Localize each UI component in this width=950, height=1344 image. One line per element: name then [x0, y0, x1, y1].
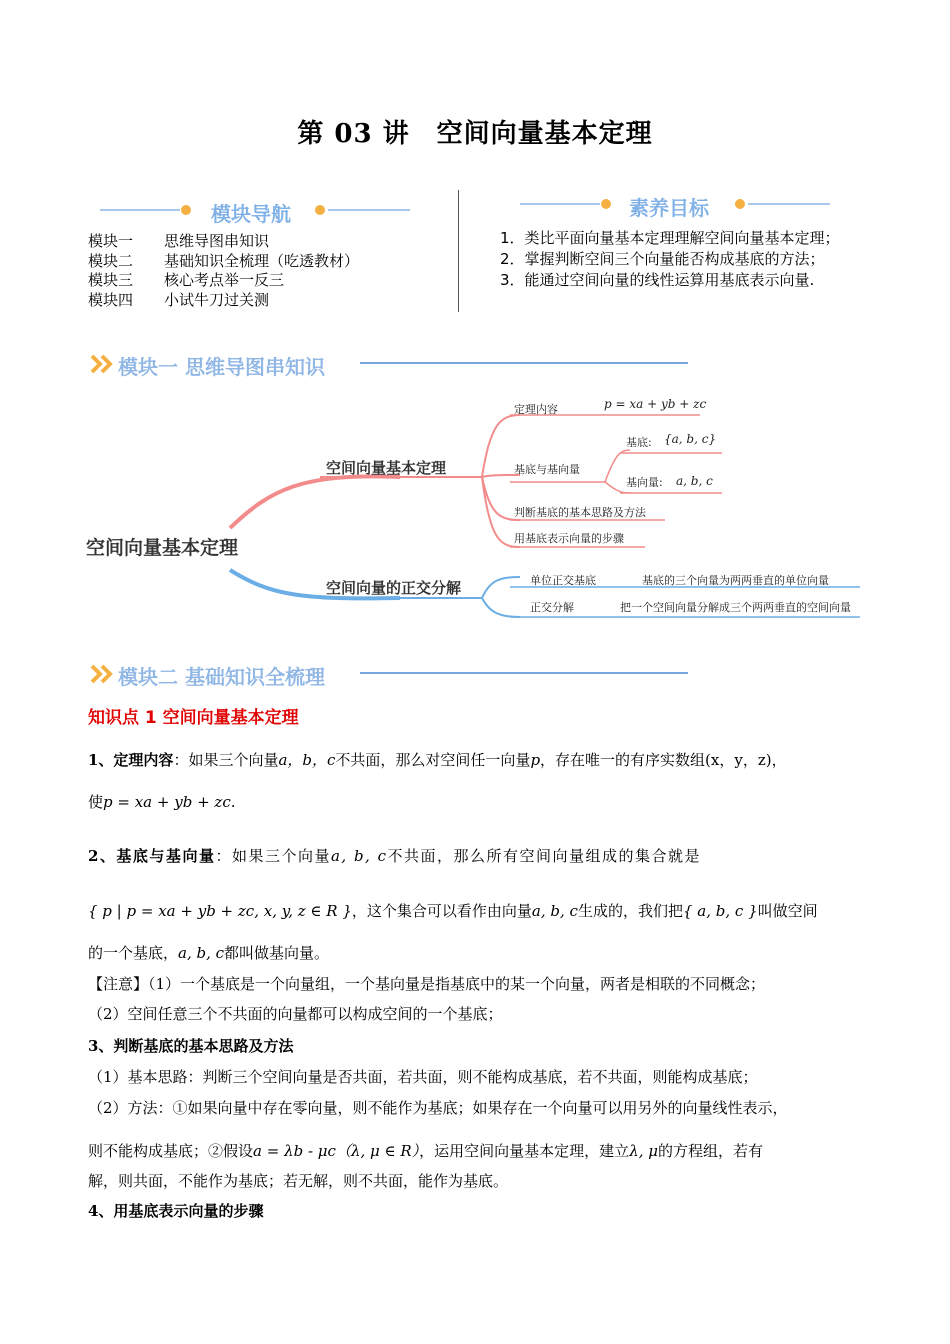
paragraph-theorem: 1、定理内容：如果三个向量a，b，c不共面，那么对空间任一向量p，存在唯一的有序实数组(x，y，z)，: [88, 751, 787, 769]
note-line: （2）空间任意三个不共面的向量都可以构成空间的一个基底；: [88, 1005, 503, 1023]
mindmap-leaf-desc: 基底的三个向量为两两垂直的单位向量: [642, 574, 829, 587]
nav-item: 模块三 核心考点举一反三: [88, 271, 285, 289]
mindmap-leaf: 单位正交基底: [530, 574, 596, 587]
nav-item: 模块二 基础知识全梳理（吃透教材）: [88, 251, 360, 270]
formula: （λ, μ ∈ R）: [335, 1142, 420, 1160]
formula: { p | p = xa + yb + zc, x, y, z ∈ R }: [88, 902, 352, 920]
paragraph-basis: 2、基底与基向量：如果三个向量a, b, c不共面，那么所有空间向量组成的集合就是: [88, 847, 702, 865]
vector-text: a, b, c: [531, 902, 578, 920]
mindmap-leaf: 正交分解: [530, 601, 574, 614]
module-nav-list: [88, 232, 359, 310]
note-line: 【注意】（1）一个基底是一个向量组，一个基向量是指基底中的某一个向量，两者是相联的不同概念；: [88, 975, 766, 993]
header-divider: [458, 190, 459, 312]
mindmap-leaf-desc: 把一个空间向量分解成三个两两垂直的空间向量: [620, 601, 851, 614]
formula: a = λb - μc: [253, 1142, 336, 1160]
goal-item: 1．类比平面向量基本定理理解空间向量基本定理；: [500, 229, 840, 247]
nav-item: 模块一 思维导图串知识: [88, 232, 270, 250]
mindmap-leaf: 判断基底的基本思路及方法: [514, 506, 646, 519]
mindmap-branch-theorem: 空间向量基本定理: [326, 459, 447, 477]
knowledge-point-title: 知识点 1 空间向量基本定理: [88, 708, 299, 728]
section-heading: 3、判断基底的基本思路及方法: [88, 1037, 294, 1055]
paragraph-basis-cont: { p | p = xa + yb + zc, x, y, z ∈ R }，这个集合可以看作由向量a, b, c生成的，我们把{ a, b, c }叫做空间: [88, 902, 818, 920]
module1-rule: [360, 362, 688, 364]
vector-text: a，b，c: [278, 751, 336, 769]
goal-item: 2．掌握判断空间三个向量能否构成基底的方法；: [500, 250, 825, 268]
formula: p = xa + yb + zc: [103, 793, 231, 811]
module1-header: 模块一 思维导图串知识: [118, 355, 325, 379]
vector-text: a, b, c: [330, 847, 388, 865]
paragraph-line: 解，则共面，不能作为基底；若无解，则不共面，能作为基底。: [88, 1172, 509, 1190]
goals-header: 素养目标: [629, 196, 709, 220]
paragraph-line: （2）方法：①如果向量中存在零向量，则不能作为基底；如果存在一个向量可以用另外的向量线性表示，: [88, 1099, 788, 1117]
double-chevron-icon: [88, 352, 118, 376]
mindmap-leaf: 定理内容: [514, 403, 558, 416]
mindmap-lines: [80, 385, 880, 625]
vector-text: a, b, c: [178, 944, 225, 962]
paragraph-basis-end: 的一个基底，a, b, c都叫做基向量。: [88, 944, 330, 962]
mindmap-branch-orthogonal: 空间向量的正交分解: [326, 579, 462, 597]
mindmap-basevec-label: 基向量:: [626, 476, 663, 489]
nav-header: 模块导航: [211, 202, 291, 226]
module2-header: 模块二 基础知识全梳理: [118, 665, 325, 689]
mindmap-leaf: 用基底表示向量的步骤: [514, 532, 624, 545]
double-chevron-icon: [88, 662, 118, 686]
page-title: 第 03 讲 空间向量基本定理: [297, 119, 653, 149]
formula: λ, μ: [629, 1142, 658, 1160]
formula: { a, b, c }: [682, 902, 758, 920]
paragraph-theorem-cont: 使p = xa + yb + zc.: [88, 793, 236, 811]
module2-rule: [360, 672, 688, 674]
paragraph-line: （1）基本思路：判断三个空间向量是否共面，若共面，则不能构成基底，若不共面，则能构成基底；: [88, 1068, 758, 1086]
section-heading: 1、定理内容: [88, 751, 174, 769]
vector-text: p: [530, 751, 541, 769]
mindmap-basevec-value: a, b, c: [676, 474, 713, 488]
nav-item: 模块四 小试牛刀过关测: [88, 290, 270, 309]
mindmap-basis-label: 基底:: [626, 436, 652, 449]
section-heading: 2、基底与基向量: [88, 847, 216, 865]
goal-item: 3．能通过空间向量的线性运算用基底表示向量.: [500, 271, 815, 289]
section-heading: 4、用基底表示向量的步骤: [88, 1202, 264, 1220]
paragraph-line: 则不能构成基底；②假设a = λb - μc（λ, μ ∈ R），运用空间向量基本定理，建立λ, μ的方程组，若有: [88, 1142, 763, 1160]
mindmap-theorem-formula: p = xa + yb + zc: [604, 397, 707, 411]
goals-list: [500, 228, 872, 291]
mindmap-root: 空间向量基本定理: [86, 537, 239, 559]
mindmap-basis-value: {a, b, c}: [664, 432, 717, 446]
mindmap-leaf: 基底与基向量: [514, 463, 580, 476]
